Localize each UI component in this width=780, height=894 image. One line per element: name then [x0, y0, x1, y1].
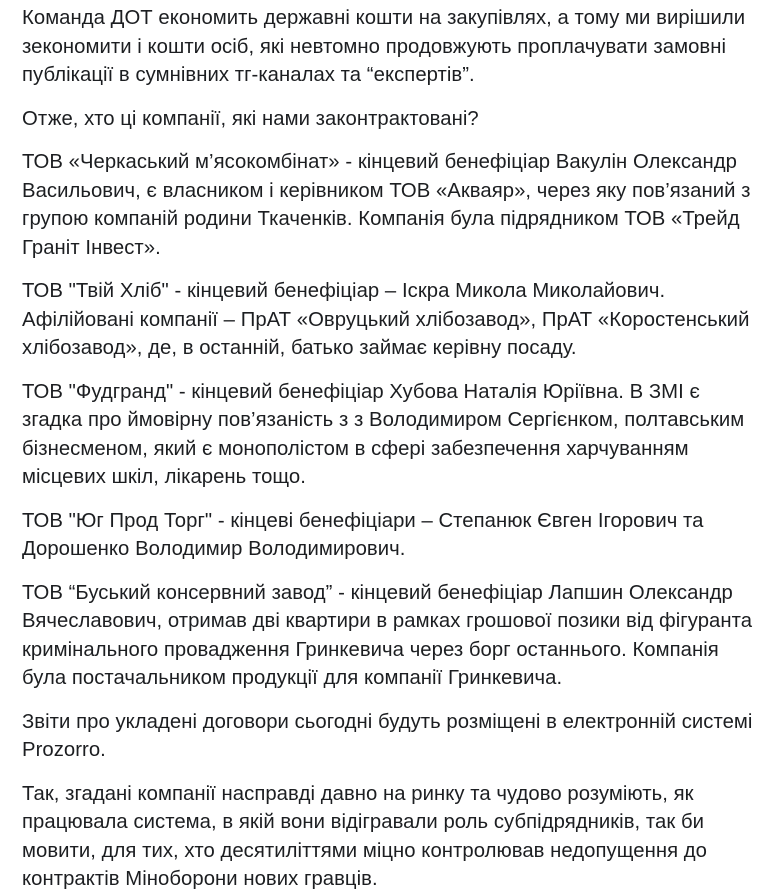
post-paragraph-question: Отже, хто ці компанії, які нами законтрактовані?	[22, 107, 479, 130]
post-paragraph-company-yug-prod-torg: ТОВ "Юг Прод Торг" - кінцеві бенефіціари – Степанюк Євген Ігорович та Дорошенко Володимир Володимирович.	[22, 509, 704, 560]
post-paragraph-prozorro: Звіти про укладені договори сьогодні будуть розміщені в електронній системі Prozorro.	[22, 710, 753, 761]
post-paragraph-conclusion: Так, згадані компанії насправді давно на ринку та чудово розуміють, як працювала система, в якій вони відігравали роль субпідрядників, так би мовити, для тих, хто десятиліттями міцно контролював недопущення до контрактів Міноборони нових гравців.	[22, 782, 708, 890]
post-paragraph-company-tviy-khlib: ТОВ "Твій Хліб" - кінцевий бенефіціар – Іскра Микола Миколайович. Афілійовані компанії – ПрАТ «Овруцький хлібозавод», ПрАТ «Коростенський хлібозавод», де, в останній, батько займає керівну посаду.	[22, 280, 750, 359]
post-paragraph-company-cherkasky: ТОВ «Черкаський м’ясокомбінат» - кінцевий бенефіціар Вакулін Олександр Васильович, є власником і керівником ТОВ «Акваяр», через яку пов’язаний з групою компаній родини Ткаченків. Компанія була підрядником ТОВ «Трейд Граніт Інвест».	[22, 151, 751, 259]
post-paragraph-intro: Команда ДОТ економить державні кошти на закупівлях, а тому ми вирішили зекономити і кошти осіб, які невтомно продовжують проплачувати замовні публікації в сумнівних тг-каналах та “експертів”.	[22, 7, 746, 86]
post-paragraph-company-busky: ТОВ “Буський консервний завод” - кінцевий бенефіціар Лапшин Олександр Вячеславович, отримав дві квартири в рамках грошової позики від фігуранта кримінального провадження Гринкевича через борг останнього. Компанія була постачальником продукції для компанії Гринкевича.	[22, 581, 753, 689]
post-paragraph-company-fudgrand: ТОВ "Фудгранд" - кінцевий бенефіціар Хубова Наталія Юріївна. В ЗМІ є згадка про ймовірну пов’язаність з з Володимиром Сергієнком, полтавським бізнесменом, який є монополістом в сфері забезпечення харчуванням місцевих шкіл, лікарень тощо.	[22, 380, 745, 488]
